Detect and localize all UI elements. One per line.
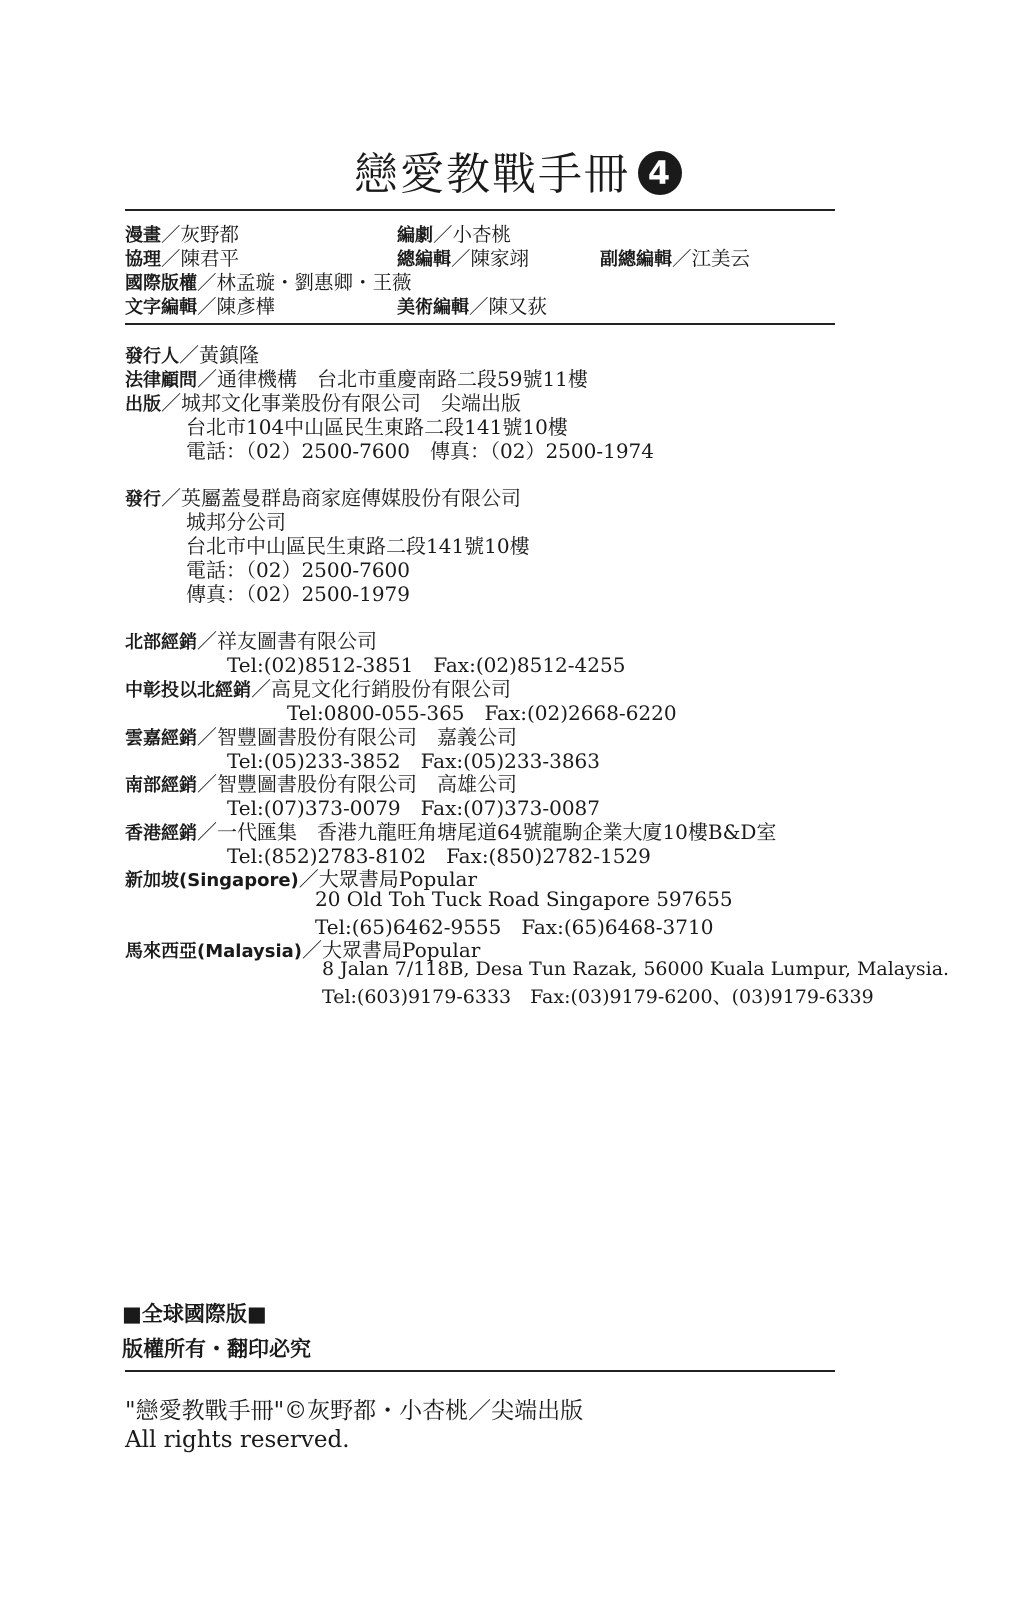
dealer-singapore: 新加坡(Singapore)／大眾書局Popular — [125, 867, 478, 891]
dealer-chiayi-contact: Tel:(05)233-3852 Fax:(05)233-3863 — [227, 749, 600, 773]
distributor-phone: 電話：（02）2500-7600 — [186, 558, 411, 582]
distributor-branch: 城邦分公司 — [186, 510, 286, 534]
dealer-north-contact: Tel:(02)8512-3851 Fax:(02)8512-4255 — [227, 653, 626, 677]
credit-text-editor: 文字編輯／陳彥樺 — [125, 295, 276, 318]
issuer-line: 發行人／黃鎮隆 — [125, 343, 259, 367]
dealer-malaysia: 馬來西亞(Malaysia)／大眾書局Popular — [125, 938, 481, 962]
dealer-hongkong: 香港經銷／一代匯集 香港九龍旺角塘尾道64號龍駒企業大廈10樓B&D室 — [125, 820, 777, 844]
dealer-chiayi: 雲嘉經銷／智豐圖書股份有限公司 嘉義公司 — [125, 725, 517, 749]
dealer-singapore-address: 20 Old Toh Tuck Road Singapore 597655 — [315, 887, 733, 911]
dealer-south: 南部經銷／智豐圖書股份有限公司 高雄公司 — [125, 772, 517, 796]
volume-badge: 4 — [638, 151, 682, 195]
publisher-line: 出版／城邦文化事業股份有限公司 尖端出版 — [125, 391, 521, 415]
copyright-line: "戀愛教戰手冊"©灰野都・小杏桃／尖端出版 — [125, 1398, 584, 1424]
rights-notice-cn: 版權所有・翻印必究 — [122, 1337, 311, 1361]
dealer-north: 北部經銷／祥友圖書有限公司 — [125, 629, 377, 653]
credit-manga: 漫畫／灰野都 — [125, 223, 240, 246]
credit-editor-in-chief: 總編輯／陳家翊 — [397, 247, 530, 270]
dealer-malaysia-address: 8 Jalan 7/118B, Desa Tun Razak, 56000 Kuala Lumpur, Malaysia. — [322, 958, 950, 980]
publisher-phone: 電話：（02）2500-7600 傳真：（02）2500-1974 — [186, 439, 655, 463]
distributor-fax: 傳真：（02）2500-1979 — [186, 582, 411, 606]
divider-credits — [125, 323, 835, 325]
divider-bottom — [125, 1370, 835, 1372]
credit-intl-rights: 國際版權／林孟璇・劉惠卿・王薇 — [125, 271, 412, 294]
distributor-line: 發行／英屬蓋曼群島商家庭傳媒股份有限公司 — [125, 486, 521, 510]
credit-deputy-editor: 副總編輯／江美云 — [600, 247, 751, 270]
credit-art-editor: 美術編輯／陳又荻 — [397, 295, 548, 318]
publisher-address: 台北市104中山區民生東路二段141號10樓 — [186, 415, 568, 439]
dealer-central: 中彰投以北經銷／高見文化行銷股份有限公司 — [125, 677, 511, 701]
credit-assistant-manager: 協理／陳君平 — [125, 247, 240, 270]
dealer-south-contact: Tel:(07)373-0079 Fax:(07)373-0087 — [227, 796, 600, 820]
edition-label: ■全球國際版■ — [122, 1302, 267, 1326]
credit-script: 編劇／小杏桃 — [397, 223, 512, 246]
legal-advisor-line: 法律顧問／通律機構 台北市重慶南路二段59號11樓 — [125, 367, 588, 391]
dealer-malaysia-contact: Tel:(603)9179-6333 Fax:(03)9179-6200、(03)9179-6339 — [322, 986, 874, 1008]
dealer-central-contact: Tel:0800-055-365 Fax:(02)2668-6220 — [287, 701, 677, 725]
rights-notice-en: All rights reserved. — [125, 1427, 350, 1453]
divider-top — [125, 209, 835, 211]
distributor-address: 台北市中山區民生東路二段141號10樓 — [186, 534, 530, 558]
dealer-hongkong-contact: Tel:(852)2783-8102 Fax:(850)2782-1529 — [227, 844, 651, 868]
dealer-singapore-contact: Tel:(65)6462-9555 Fax:(65)6468-3710 — [315, 915, 714, 939]
book-title: 戀愛教戰手冊 4 — [0, 138, 1036, 202]
